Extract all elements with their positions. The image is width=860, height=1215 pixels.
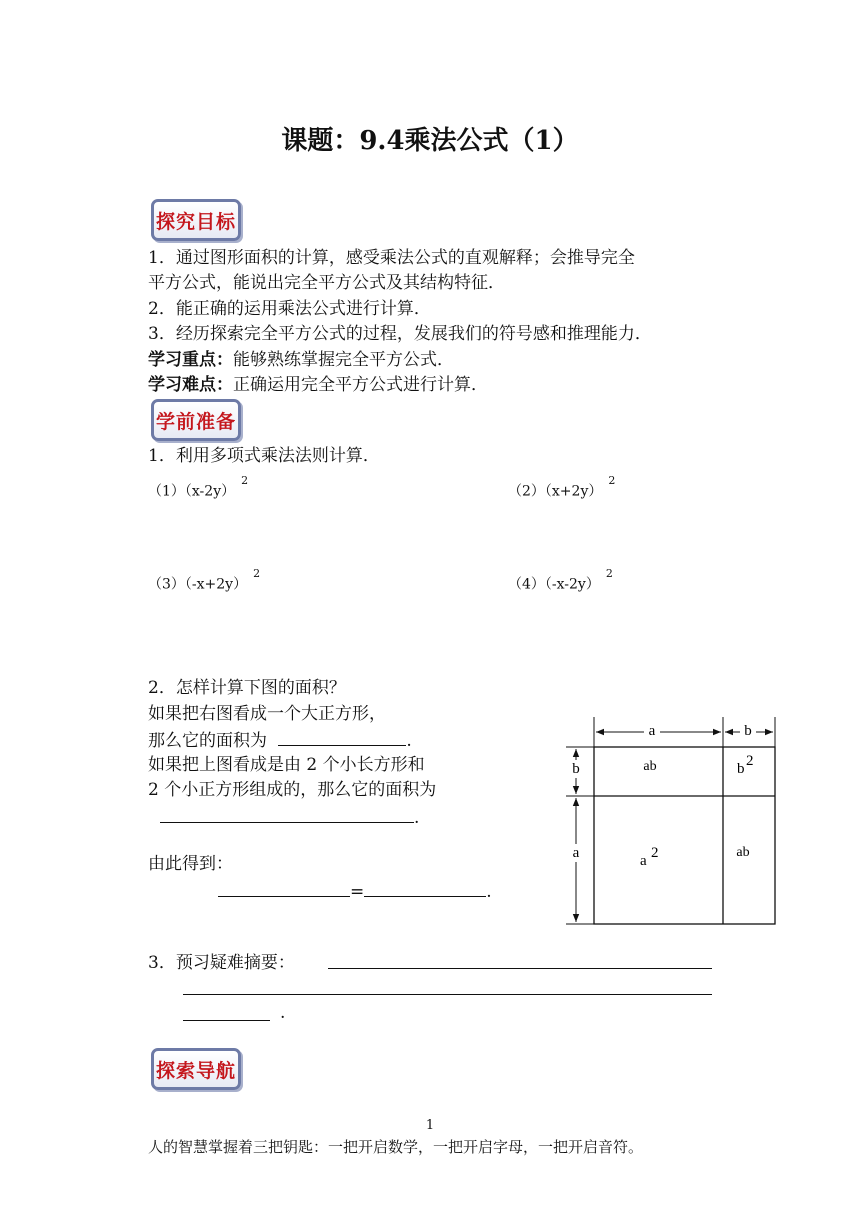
area-figure (560, 712, 785, 932)
exercise-4-exponent: 2 (605, 567, 613, 580)
cell-b-squared-exponent: 2 (746, 753, 754, 769)
area-answer-2-period: . (414, 808, 420, 828)
cell-a-squared-base: a (640, 853, 647, 869)
conclusion-equation (218, 878, 492, 904)
prep-question-3: 3．预习疑难摘要： (148, 953, 295, 973)
exercise-4-label: （4）（-x-2y） (508, 576, 600, 593)
prep-question-2-line-2: 如果把右图看成一个大正方形， (148, 704, 386, 724)
footer-quote: 人的智慧掌握着三把钥匙：一把开启数学，一把开启字母，一把开启音符。 (148, 1138, 644, 1156)
equation-left-blank[interactable] (218, 878, 350, 897)
equation-period: . (486, 882, 492, 902)
goal-item-2: 2．能正确的运用乘法公式进行计算． (148, 299, 431, 319)
cell-a-squared-exponent: 2 (651, 845, 659, 861)
exercise-1-label: （1）（x-2y） (148, 483, 236, 500)
section-badge-prep: 学前准备 (151, 399, 241, 441)
notes-line-3[interactable] (183, 1020, 270, 1021)
exercise-3-exponent: 2 (253, 567, 261, 580)
cell-ab-bottom: ab (736, 845, 750, 860)
prep-question-1: 1．利用多项式乘法法则计算． (148, 446, 380, 466)
prep-question-2-line-3-text: 那么它的面积为 (148, 731, 267, 751)
label-left-b: b (572, 761, 580, 777)
page-number: 1 (425, 1118, 435, 1133)
exercise-1 (148, 474, 249, 501)
goal-item-1-line-1: 1．通过图形面积的计算，感受乘法公式的直观解释；会推导完全 (148, 248, 635, 268)
exercise-3 (148, 567, 261, 594)
notes-line-1[interactable] (328, 968, 712, 969)
label-top-a: a (648, 723, 656, 739)
area-answer-blank-2[interactable] (160, 804, 414, 823)
prep-question-2-line-3 (148, 727, 412, 753)
area-answer-blank-1[interactable] (278, 727, 406, 746)
key-point (148, 348, 454, 372)
notes-period: . (280, 1003, 286, 1023)
difficulty-point-label: 学习难点： (148, 375, 233, 395)
exercise-4 (508, 567, 613, 594)
page-title: 课题：9.4乘法公式（1） (281, 126, 579, 156)
section-badge-nav: 探索导航 (151, 1048, 241, 1090)
label-top-b: b (744, 723, 752, 739)
exercise-1-exponent: 2 (241, 474, 249, 487)
prep-question-2-line-6 (160, 804, 419, 830)
exercise-2 (508, 474, 616, 501)
conclusion-label: 由此得到： (148, 854, 233, 874)
notes-line-2[interactable] (183, 994, 712, 995)
section-badge-goals: 探究目标 (151, 199, 241, 241)
exercise-2-exponent: 2 (608, 474, 616, 487)
label-left-a: a (572, 845, 580, 861)
cell-b-squared-base: b (737, 761, 745, 777)
exercise-3-label: （3）（-x+2y） (148, 576, 248, 593)
equation-right-blank[interactable] (364, 878, 486, 897)
prep-question-2-line-1: 2．怎样计算下图的面积？ (148, 678, 346, 698)
prep-question-2-line-4: 如果把上图看成是由 2 个小长方形和 (148, 755, 425, 775)
difficulty-point (148, 373, 488, 397)
key-point-label: 学习重点： (148, 350, 233, 370)
cell-ab-top: ab (643, 759, 657, 774)
prep-question-2-line-5: 2 个小正方形组成的，那么它的面积为 (148, 780, 437, 800)
goal-item-3: 3．经历探索完全平方公式的过程，发展我们的符号感和推理能力． (148, 324, 652, 344)
key-point-text: 能够熟练掌握完全平方公式． (233, 350, 454, 370)
difficulty-point-text: 正确运用完全平方公式进行计算． (233, 375, 488, 395)
outer-square (594, 747, 775, 924)
area-answer-1-period: . (406, 731, 412, 751)
goal-item-1-line-2: 平方公式，能说出完全平方公式及其结构特征． (148, 273, 505, 293)
equation-equals-sign: = (350, 882, 365, 902)
exercise-2-label: （2）（x+2y） (508, 483, 603, 500)
